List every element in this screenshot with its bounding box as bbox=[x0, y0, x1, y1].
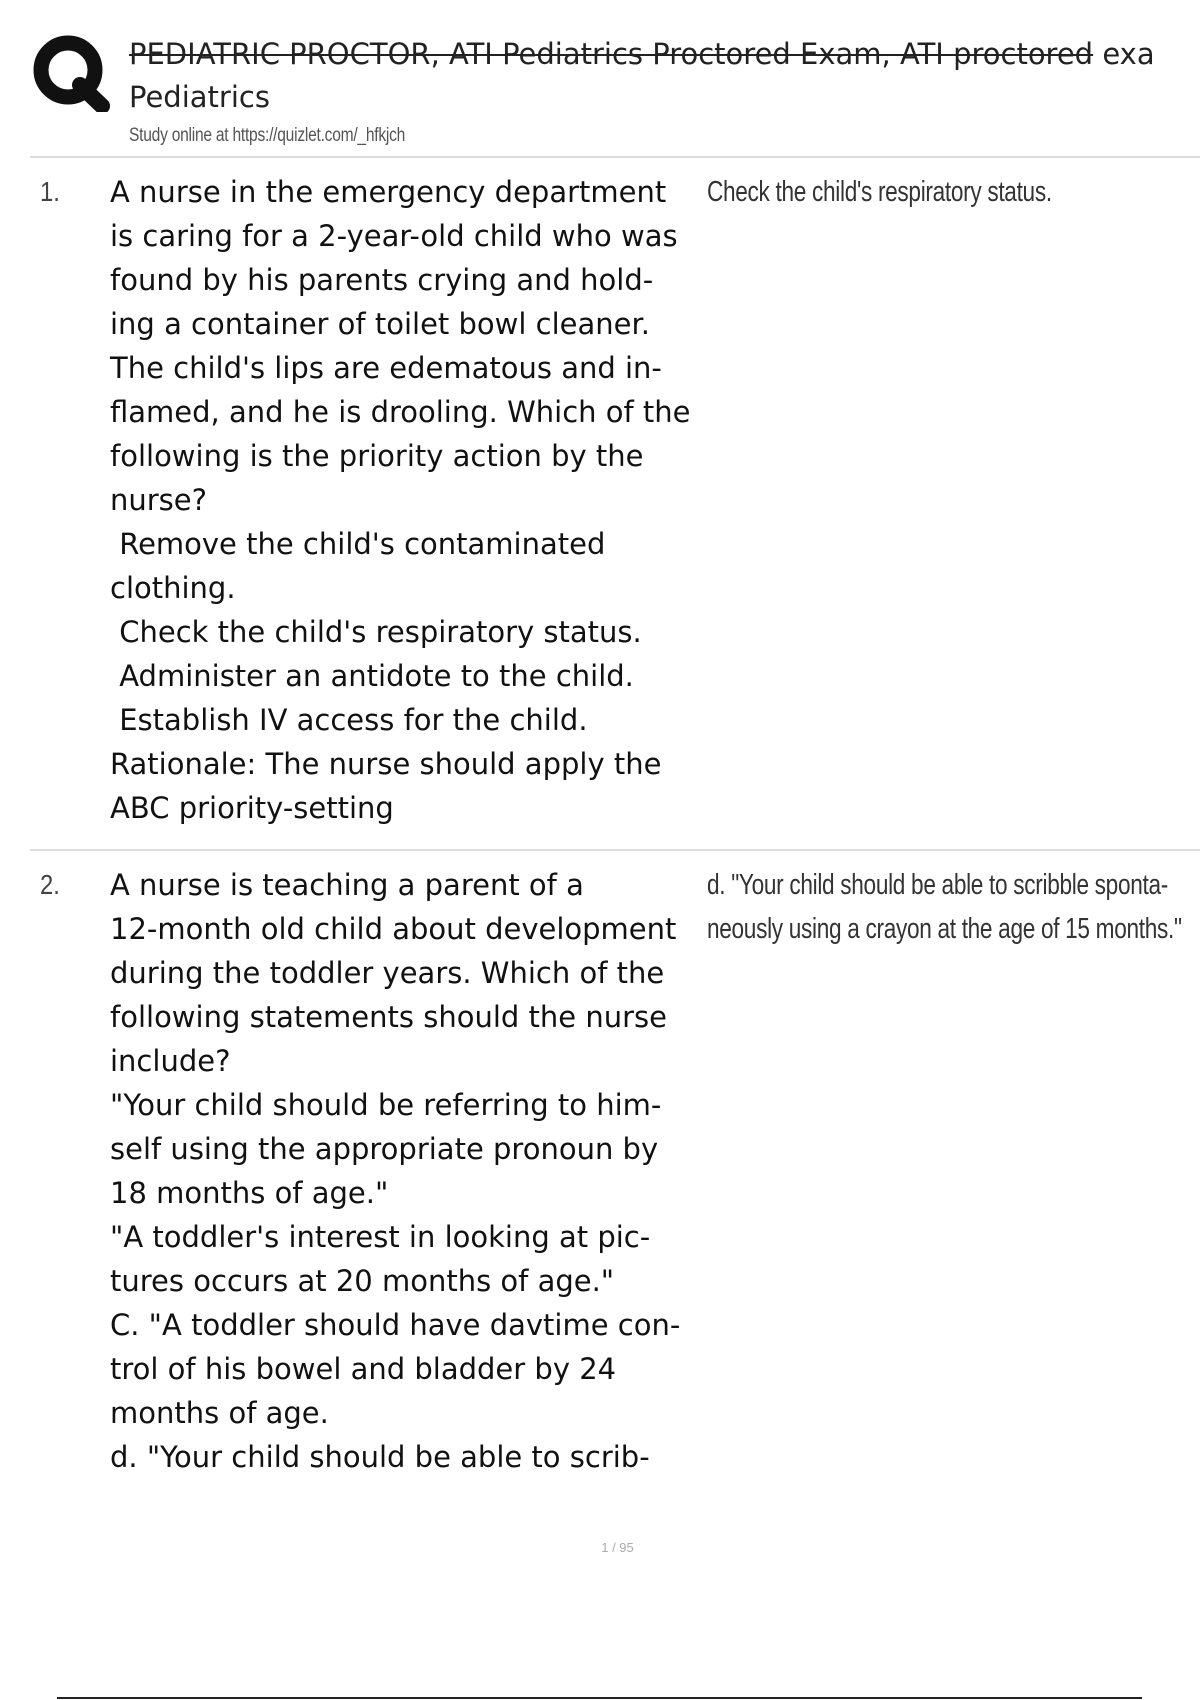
term-line: ABC priority-setting bbox=[110, 791, 394, 825]
term-line: during the toddler years. Which of the bbox=[110, 956, 665, 990]
definition-line: d. "Your child should be able to scribble sponta- bbox=[707, 869, 1168, 901]
term-line: C. "A toddler should have davtime con- bbox=[110, 1308, 681, 1342]
term-line: 12-month old child about development bbox=[110, 912, 677, 946]
page-number: 1 / 95 bbox=[601, 1540, 634, 1555]
term-line: self using the appropriate pronoun by bbox=[110, 1132, 659, 1166]
term-line: following is the priority action by the bbox=[110, 439, 644, 473]
set-title-struck: PEDIATRIC PROCTOR, ATI Pediatrics Proctored Exam, ATI proctored bbox=[129, 37, 1094, 71]
term-line: clothing. bbox=[110, 571, 236, 605]
term-line: trol of his bowel and bladder by 24 bbox=[110, 1352, 617, 1386]
term-line: nurse? bbox=[110, 483, 208, 517]
term-line: 18 months of age." bbox=[110, 1176, 389, 1210]
term-line: Rationale: The nurse should apply the bbox=[110, 747, 662, 781]
card-definition bbox=[707, 170, 1200, 214]
flashcard-2 bbox=[0, 863, 1200, 1503]
definition-line: Check the child's respiratory status. bbox=[707, 176, 1052, 208]
quizlet-q-logo-icon bbox=[30, 30, 112, 112]
document-header bbox=[0, 0, 1200, 160]
card-number: 1. bbox=[40, 176, 60, 207]
card-divider bbox=[30, 849, 1200, 851]
study-online-link[interactable]: Study online at https://quizlet.com/_hfkjch bbox=[129, 125, 406, 146]
term-line: A nurse in the emergency department bbox=[110, 175, 667, 209]
card-number: 2. bbox=[40, 869, 60, 900]
term-line: found by his parents crying and hold- bbox=[110, 263, 654, 297]
term-line: tures occurs at 20 months of age." bbox=[110, 1264, 615, 1298]
set-title-tail: exa bbox=[1093, 37, 1155, 71]
term-line: Check the child's respiratory status. bbox=[110, 615, 642, 649]
term-line: Establish IV access for the child. bbox=[110, 703, 588, 737]
card-term bbox=[110, 170, 706, 830]
definition-line: neously using a crayon at the age of 15 months." bbox=[707, 913, 1182, 945]
term-line: "Your child should be referring to him- bbox=[110, 1088, 662, 1122]
card-term bbox=[110, 863, 706, 1479]
set-title bbox=[129, 36, 1200, 72]
flashcard-1 bbox=[0, 170, 1200, 850]
term-line: d. "Your child should be able to scrib- bbox=[110, 1440, 650, 1474]
term-line: "A toddler's interest in looking at pic- bbox=[110, 1220, 651, 1254]
footer-rule bbox=[57, 1697, 1142, 1699]
term-line: A nurse is teaching a parent of a bbox=[110, 868, 584, 902]
term-line: Administer an antidote to the child. bbox=[110, 659, 634, 693]
term-line: months of age. bbox=[110, 1396, 329, 1430]
set-subtitle: Pediatrics bbox=[129, 80, 270, 114]
term-line: following statements should the nurse bbox=[110, 1000, 667, 1034]
card-definition bbox=[707, 863, 1200, 951]
term-line: is caring for a 2-year-old child who was bbox=[110, 219, 678, 253]
term-line: ing a container of toilet bowl cleaner. bbox=[110, 307, 650, 341]
term-line: include? bbox=[110, 1044, 231, 1078]
term-line: The child's lips are edematous and in- bbox=[110, 351, 662, 385]
header-divider bbox=[30, 156, 1200, 158]
term-line: flamed, and he is drooling. Which of the bbox=[110, 395, 691, 429]
term-line: Remove the child's contaminated bbox=[110, 527, 606, 561]
